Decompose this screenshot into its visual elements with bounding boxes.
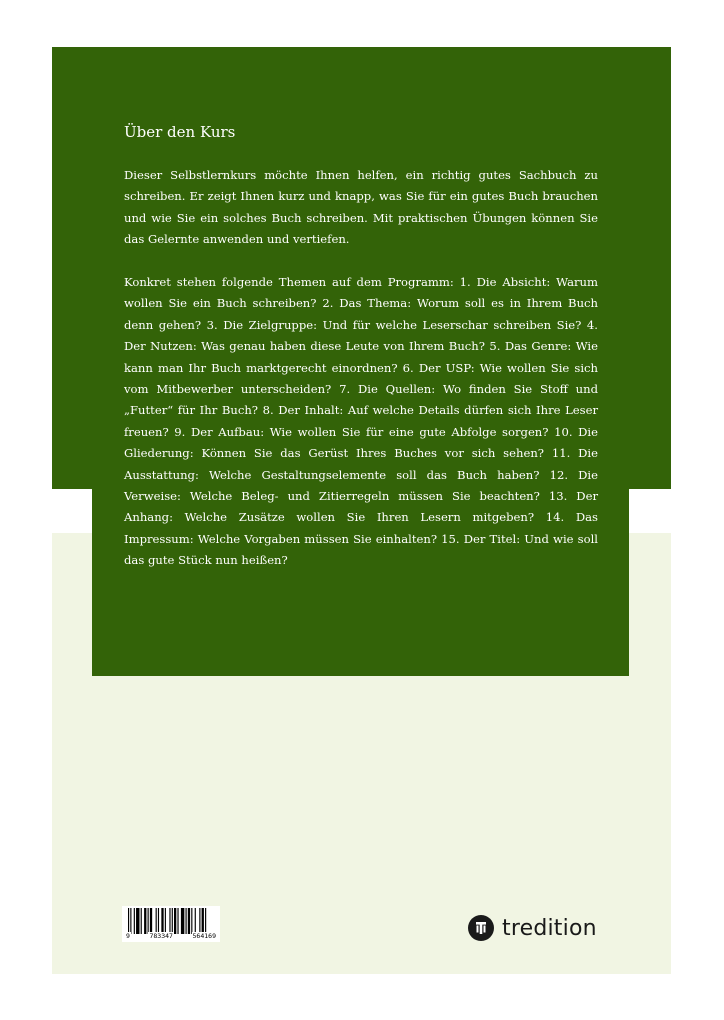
barcode-bar [165, 908, 166, 934]
blurb-paragraph-intro: Dieser Selbstlernkurs möchte Ihnen helfen, ein richtig gutes Sachbuch zu schreiben. Er zeigt Ihnen kurz und knapp, was Sie für ein gutes Buch brauchen und wie Sie ein solches Buch schreiben. Mit praktischen Übungen können Sie das Gelernte anwenden und vertiefen. [124, 168, 598, 247]
barcode-bar [202, 908, 204, 934]
barcode-bar [158, 908, 159, 934]
barcode-bar [174, 908, 176, 934]
barcode-bar [150, 908, 152, 934]
barcode-bar [199, 908, 200, 934]
barcode-bar [130, 908, 131, 934]
barcode-bar [195, 908, 196, 934]
barcode-bar [205, 908, 206, 934]
barcode-bar [134, 908, 135, 934]
barcode-bar [148, 908, 149, 934]
barcode-digit-group-1: 783347 [149, 932, 173, 940]
isbn-barcode [122, 906, 220, 942]
barcode-bar [181, 908, 184, 934]
barcode-bar [144, 908, 146, 934]
publisher-logo [468, 914, 597, 942]
barcode-digit-lead: 9 [126, 932, 130, 940]
barcode-bar [186, 908, 187, 934]
barcode-bar [191, 908, 192, 934]
barcode-bar [136, 908, 139, 934]
barcode-digits [122, 932, 220, 940]
barcode-bar [169, 908, 170, 934]
barcode-digit-group-2: 564169 [192, 932, 216, 940]
blurb-heading: Über den Kurs [124, 123, 236, 141]
barcode-bar [188, 908, 190, 934]
blurb-paragraph-topics: Konkret stehen folgende Themen auf dem Programm: 1. Die Absicht: Warum wollen Sie ein Buch schreiben? 2. Das Thema: Worum soll es in Ihrem Buch denn gehen? 3. Die Zielgruppe: Und für welche Leserschar schreiben Sie? 4. Der Nutzen: Was genau haben diese Leute von Ihrem Buch? 5. Das Genre: Wie kann man Ihr Buch marktgerecht einordnen? 6. Der USP: Wie wollen Sie sich vom Mitbewerber unterscheiden? 7. Die Quellen: Wo finden Sie Stoff und „Futter“ für Ihr Buch? 8. Der Inhalt: Auf welche Details dürfen sich Ihre Leser freuen? 9. Der Aufbau: Wie wollen Sie für eine gute Abfolge sorgen? 10. Die Gliederung: Können Sie das Gerüst Ihres Buches vor sich sehen? 11. Die Ausstattung: Welche Gestaltungselemente soll das Buch haben? 12. Die Verweise: Welche Beleg- und Zitierregeln müssen Sie beachten? 13. Der Anhang: Welche Zusätze wollen Sie Ihren Lesern mitgeben? 14. Das Impressum: Welche Vorgaben müssen Sie einhalten? 15. Der Titel: Und wie soll das gute Stück nun heißen? [124, 275, 598, 568]
publisher-mark-icon [468, 915, 494, 941]
barcode-bar [128, 908, 129, 934]
barcode-bar [141, 908, 142, 934]
barcode-bar [156, 908, 157, 934]
blurb-text-block [124, 120, 598, 593]
barcode-bar [172, 908, 173, 934]
barcode-bar [177, 908, 178, 934]
publisher-name: tredition [502, 915, 597, 941]
barcode-bar [161, 908, 163, 934]
